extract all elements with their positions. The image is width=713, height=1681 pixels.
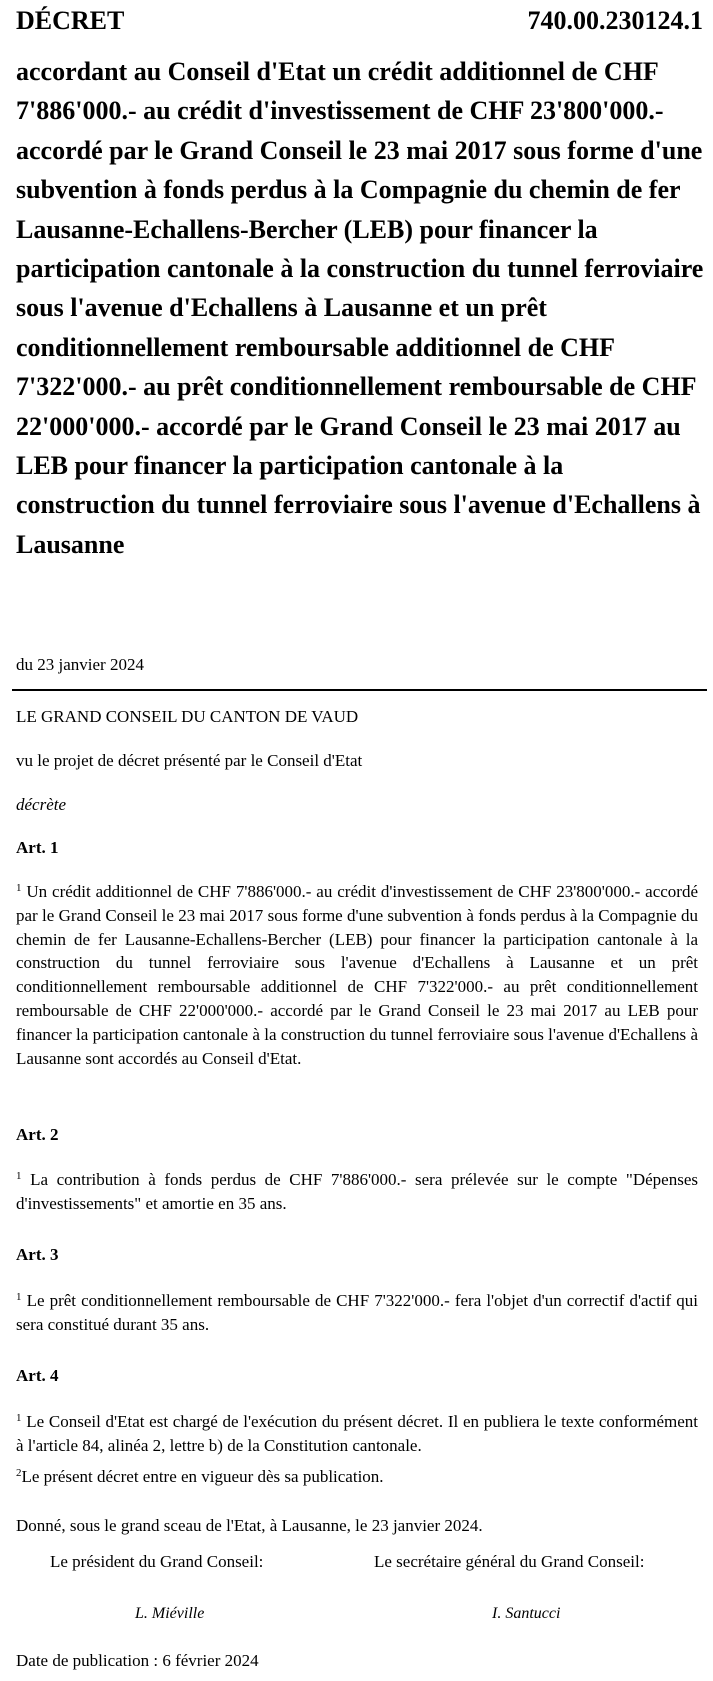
decree-title: accordant au Conseil d'Etat un crédit additionnel de CHF 7'886'000.- au crédit d'investissement de CHF 23'800'000.- accordé par le Grand Conseil le 23 mai 2017 sous forme d'une subvention à fonds perdus à la Compagnie du chemin de fer Lausanne-Echallens-Bercher (LEB) pour financer la participation cantonale à la construction du tunnel ferroviaire sous l'avenue d'Echallens à Lausanne et un prêt conditionnellement remboursable additionnel de CHF 7'322'000.- au prêt conditionnellement remboursable de CHF 22'000'000.- accordé par le Grand Conseil le 23 mai 2017 au LEB pour financer la participation cantonale à la construction du tunnel ferroviaire sous l'avenue d'Echallens à Lausanne <box>16 57 704 559</box>
article-1-paragraph-1 <box>16 880 698 1070</box>
publication-date: Date de publication : 6 février 2024 <box>16 1651 259 1670</box>
considering-clause: vu le projet de décret présenté par le Conseil d'Etat <box>16 751 363 770</box>
paragraph-number: 2 <box>16 1467 22 1479</box>
article-4-paragraph-1 <box>16 1410 698 1458</box>
article-3-heading: Art. 3 <box>16 1245 59 1264</box>
article-4-paragraph-2 <box>16 1465 698 1489</box>
separator-rule <box>12 689 707 691</box>
paragraph-text: La contribution à fonds perdus de CHF 7'886'000.- sera prélevée sur le compte "Dépenses d'investissements" et amortie en 35 ans. <box>16 1170 698 1213</box>
secretary-name: I. Santucci <box>492 1605 561 1622</box>
paragraph-text: Un crédit additionnel de CHF 7'886'000.- au crédit d'investissement de CHF 23'800'000.- accordé par le Grand Conseil le 23 mai 2017 sous forme d'une subvention à fonds perdus à la Compagnie du chemin de fer Lausanne-Echallens-Bercher (LEB) pour financer la participation cantonale à la construction du tunnel ferroviaire sous l'avenue d'Echallens à Lausanne et un prêt conditionnellement remboursable additionnel de CHF 7'322'000.- au prêt conditionnellement remboursable de CHF 22'000'000.- accordé par le Grand Conseil le 23 mai 2017 au LEB pour financer la participation cantonale à la construction du tunnel ferroviaire sous l'avenue d'Echallens à Lausanne sont accordés au Conseil d'Etat. <box>16 882 699 1068</box>
article-4-heading: Art. 4 <box>16 1366 59 1385</box>
document-number: 740.00.230124.1 <box>527 6 703 35</box>
article-2-paragraph-1 <box>16 1168 698 1216</box>
closing-formula: Donné, sous le grand sceau de l'Etat, à Lausanne, le 23 janvier 2024. <box>16 1516 483 1535</box>
paragraph-text: Le Conseil d'Etat est chargé de l'exécution du présent décret. Il en publiera le texte conformément à l'article 84, alinéa 2, lettre b) de la Constitution cantonale. <box>16 1412 698 1455</box>
article-1-heading: Art. 1 <box>16 838 59 857</box>
decrees-word: décrète <box>16 795 67 814</box>
paragraph-text: Le présent décret entre en vigueur dès sa publication. <box>21 1467 384 1486</box>
paragraph-number: 1 <box>16 1170 22 1182</box>
article-3-paragraph-1 <box>16 1289 698 1337</box>
article-2-heading: Art. 2 <box>16 1125 59 1144</box>
paragraph-text: Le prêt conditionnellement remboursable de CHF 7'322'000.- fera l'objet d'un correctif d'actif qui sera constitué durant 35 ans. <box>16 1291 698 1334</box>
president-name: L. Miéville <box>135 1605 205 1622</box>
paragraph-number: 1 <box>16 1291 22 1303</box>
paragraph-number: 1 <box>16 1412 22 1424</box>
decree-date: du 23 janvier 2024 <box>16 655 144 674</box>
paragraph-number: 1 <box>16 882 22 894</box>
secretary-role: Le secrétaire général du Grand Conseil: <box>374 1552 645 1571</box>
enacting-authority: LE GRAND CONSEIL DU CANTON DE VAUD <box>16 707 359 726</box>
document-type: DÉCRET <box>16 6 125 35</box>
president-role: Le président du Grand Conseil: <box>50 1552 264 1571</box>
